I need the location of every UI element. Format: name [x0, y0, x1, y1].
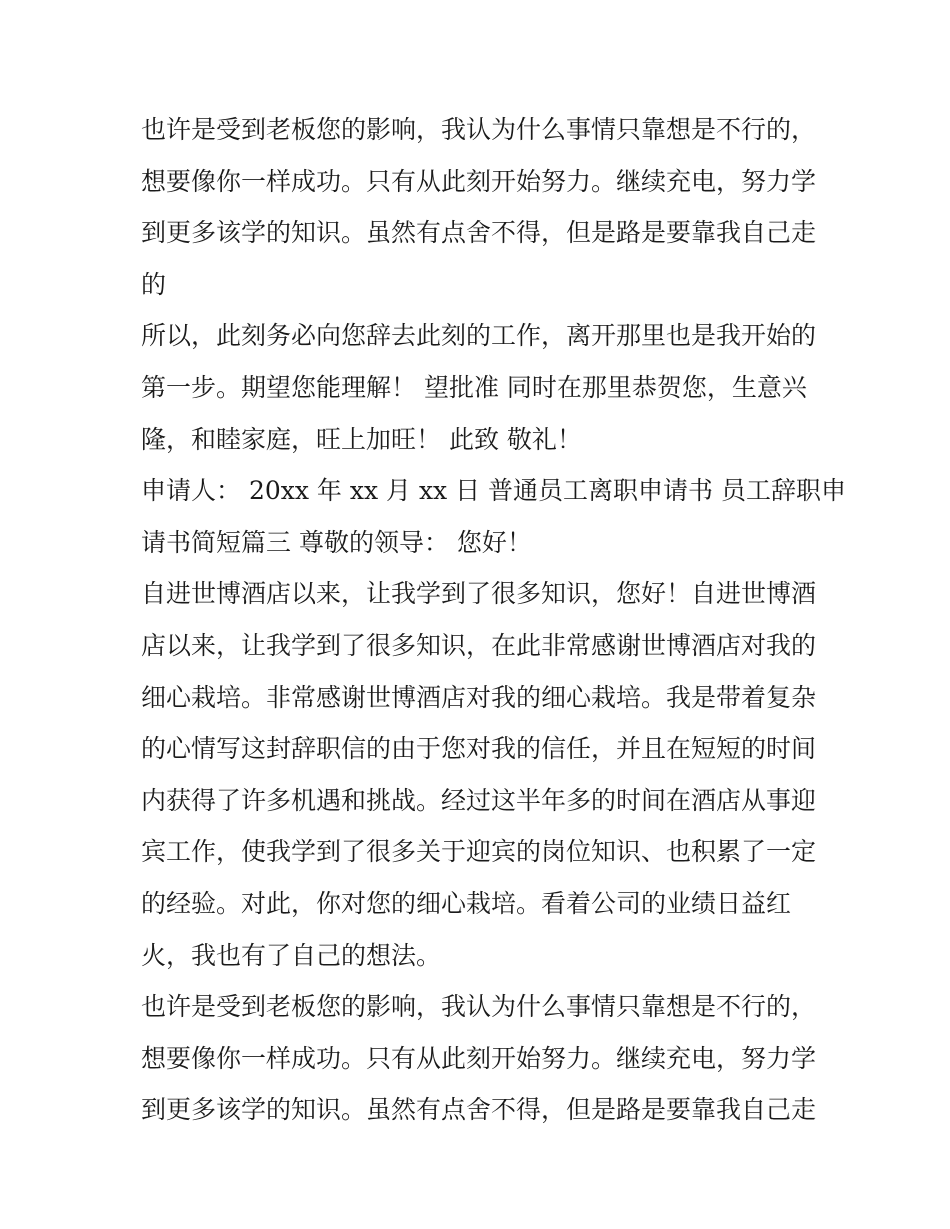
text-line: 申请人： 20xx 年 xx 月 xx 日 普通员工离职申请书 员工辞职申 — [141, 476, 846, 506]
text-line: 也许是受到老板您的影响，我认为什么事情只靠想是不行的， — [141, 115, 817, 144]
text-line: 内获得了许多机遇和挑战。经过这半年多的时间在酒店从事迎 — [141, 785, 817, 815]
text-line: 宾工作，使我学到了很多关于迎宾的岗位知识、也积累了一定 — [141, 837, 817, 867]
text-line: 也许是受到老板您的影响，我认为什么事情只靠想是不行的， — [141, 992, 817, 1022]
text-line: 的 — [141, 269, 167, 299]
text-line: 第一步。期望您能理解！ 望批准 同时在那里恭贺您，生意兴 — [141, 372, 807, 402]
text-line: 所以，此刻务必向您辞去此刻的工作，离开那里也是我开始的 — [141, 321, 817, 351]
text-line: 的经验。对此，你对您的细心栽培。看着公司的业绩日益红 — [141, 888, 792, 918]
document-body — [141, 104, 846, 1136]
text-line: 想要像你一样成功。只有从此刻开始努力。继续充电，努力学 — [141, 166, 817, 196]
text-line: 到更多该学的知识。虽然有点舍不得，但是路是要靠我自己走 — [141, 1095, 817, 1125]
text-line: 火，我也有了自己的想法。 — [141, 940, 442, 970]
text-line: 店以来，让我学到了很多知识，在此非常感谢世博酒店对我的 — [141, 630, 817, 660]
text-line: 自进世博酒店以来，让我学到了很多知识，您好！自进世博酒 — [141, 579, 817, 609]
text-line: 细心栽培。非常感谢世博酒店对我的细心栽培。我是带着复杂 — [141, 682, 817, 712]
text-line: 想要像你一样成功。只有从此刻开始努力。继续充电，努力学 — [141, 1043, 817, 1073]
text-line: 隆，和睦家庭，旺上加旺！ 此致 敬礼！ — [141, 424, 582, 454]
text-line: 请书简短篇三 尊敬的领导： 您好！ — [141, 527, 532, 557]
text-line: 的心情写这封辞职信的由于您对我的信任，并且在短短的时间 — [141, 734, 817, 764]
text-line: 到更多该学的知识。虽然有点舍不得，但是路是要靠我自己走 — [141, 218, 817, 248]
